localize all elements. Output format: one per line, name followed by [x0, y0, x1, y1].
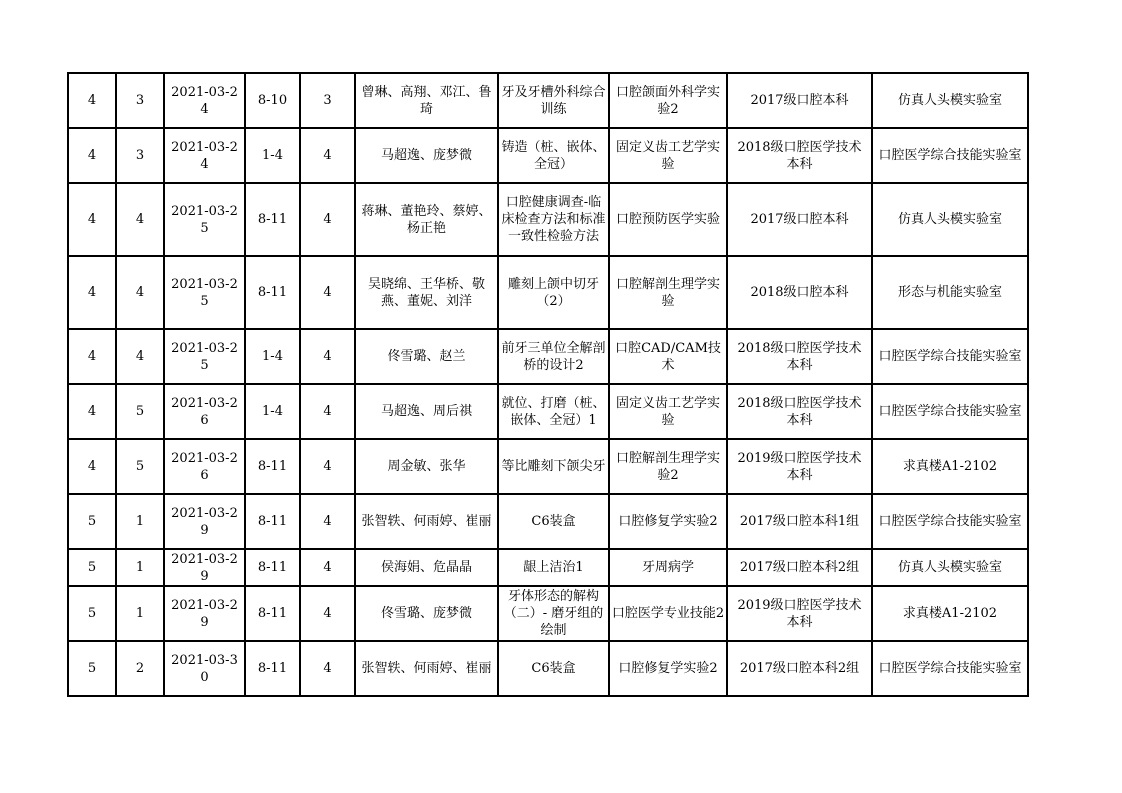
periods-cell: 8-11: [245, 439, 300, 494]
periods-cell: 8-11: [245, 641, 300, 696]
lab-room-cell: 求真楼A1-2102: [872, 586, 1028, 641]
experiment-name-cell: C6装盒: [498, 641, 609, 696]
weekday-cell: 3: [116, 73, 164, 128]
class-cell: 2017级口腔本科1组: [727, 494, 872, 549]
course-name-cell: 口腔解剖生理学实验2: [609, 439, 727, 494]
weekday-cell: 4: [116, 183, 164, 256]
date-cell: 2021-03-29: [164, 549, 245, 586]
lab-room-cell: 求真楼A1-2102: [872, 439, 1028, 494]
course-name-cell: 口腔预防医学实验: [609, 183, 727, 256]
weekday-cell: 1: [116, 549, 164, 586]
periods-cell: 1-4: [245, 384, 300, 439]
teachers-cell: 佟雪璐、赵兰: [355, 329, 498, 384]
table-row: [68, 183, 1028, 256]
class-cell: 2018级口腔本科: [727, 256, 872, 329]
periods-cell: 8-11: [245, 586, 300, 641]
date-cell: 2021-03-24: [164, 128, 245, 183]
weekday-cell: 1: [116, 586, 164, 641]
lab-room-cell: 口腔医学综合技能实验室: [872, 494, 1028, 549]
course-schedule-table: [67, 72, 1029, 697]
week-cell: 5: [68, 641, 116, 696]
course-name-cell: 牙周病学: [609, 549, 727, 586]
class-cell: 2019级口腔医学技术本科: [727, 586, 872, 641]
week-cell: 4: [68, 256, 116, 329]
hours-cell: 4: [300, 494, 355, 549]
week-cell: 4: [68, 128, 116, 183]
hours-cell: 4: [300, 256, 355, 329]
lab-room-cell: 口腔医学综合技能实验室: [872, 384, 1028, 439]
teachers-cell: 张智轶、何雨婷、崔丽: [355, 641, 498, 696]
experiment-name-cell: 牙及牙槽外科综合训练: [498, 73, 609, 128]
table-row: [68, 549, 1028, 586]
weekday-cell: 3: [116, 128, 164, 183]
periods-cell: 8-11: [245, 549, 300, 586]
week-cell: 4: [68, 73, 116, 128]
lab-room-cell: 仿真人头模实验室: [872, 73, 1028, 128]
experiment-name-cell: 雕刻上颌中切牙（2）: [498, 256, 609, 329]
date-cell: 2021-03-25: [164, 329, 245, 384]
weekday-cell: 5: [116, 439, 164, 494]
lab-room-cell: 形态与机能实验室: [872, 256, 1028, 329]
experiment-name-cell: 牙体形态的解构（二）- 磨牙组的绘制: [498, 586, 609, 641]
teachers-cell: 马超逸、周后祺: [355, 384, 498, 439]
week-cell: 5: [68, 549, 116, 586]
table-row: [68, 256, 1028, 329]
table-row: [68, 641, 1028, 696]
experiment-name-cell: 就位、打磨（桩、嵌体、全冠）1: [498, 384, 609, 439]
class-cell: 2018级口腔医学技术本科: [727, 128, 872, 183]
date-cell: 2021-03-29: [164, 586, 245, 641]
weekday-cell: 4: [116, 256, 164, 329]
periods-cell: 8-11: [245, 494, 300, 549]
course-name-cell: 固定义齿工艺学实验: [609, 384, 727, 439]
experiment-name-cell: C6装盒: [498, 494, 609, 549]
teachers-cell: 侯海娟、危晶晶: [355, 549, 498, 586]
weekday-cell: 2: [116, 641, 164, 696]
class-cell: 2017级口腔本科2组: [727, 549, 872, 586]
class-cell: 2017级口腔本科2组: [727, 641, 872, 696]
table-row: [68, 73, 1028, 128]
date-cell: 2021-03-26: [164, 439, 245, 494]
weekday-cell: 1: [116, 494, 164, 549]
periods-cell: 1-4: [245, 329, 300, 384]
table-row: [68, 128, 1028, 183]
lab-room-cell: 口腔医学综合技能实验室: [872, 329, 1028, 384]
teachers-cell: 马超逸、庞梦微: [355, 128, 498, 183]
experiment-name-cell: 前牙三单位全解剖桥的设计2: [498, 329, 609, 384]
course-name-cell: 口腔解剖生理学实验: [609, 256, 727, 329]
hours-cell: 4: [300, 183, 355, 256]
weekday-cell: 5: [116, 384, 164, 439]
hours-cell: 4: [300, 549, 355, 586]
class-cell: 2017级口腔本科: [727, 73, 872, 128]
hours-cell: 4: [300, 641, 355, 696]
hours-cell: 4: [300, 586, 355, 641]
class-cell: 2018级口腔医学技术本科: [727, 384, 872, 439]
class-cell: 2019级口腔医学技术本科: [727, 439, 872, 494]
course-name-cell: 口腔颌面外科学实验2: [609, 73, 727, 128]
date-cell: 2021-03-30: [164, 641, 245, 696]
week-cell: 4: [68, 183, 116, 256]
teachers-cell: 佟雪璐、庞梦微: [355, 586, 498, 641]
lab-room-cell: 口腔医学综合技能实验室: [872, 128, 1028, 183]
week-cell: 5: [68, 494, 116, 549]
week-cell: 4: [68, 329, 116, 384]
course-name-cell: 口腔修复学实验2: [609, 494, 727, 549]
periods-cell: 8-11: [245, 256, 300, 329]
course-name-cell: 口腔医学专业技能2: [609, 586, 727, 641]
date-cell: 2021-03-25: [164, 183, 245, 256]
date-cell: 2021-03-26: [164, 384, 245, 439]
course-name-cell: 固定义齿工艺学实验: [609, 128, 727, 183]
experiment-name-cell: 等比雕刻下颌尖牙: [498, 439, 609, 494]
periods-cell: 1-4: [245, 128, 300, 183]
table-body: [68, 73, 1028, 696]
periods-cell: 8-11: [245, 183, 300, 256]
course-name-cell: 口腔CAD/CAM技术: [609, 329, 727, 384]
table-row: [68, 494, 1028, 549]
hours-cell: 3: [300, 73, 355, 128]
weekday-cell: 4: [116, 329, 164, 384]
lab-room-cell: 仿真人头模实验室: [872, 183, 1028, 256]
experiment-name-cell: 口腔健康调查-临床检查方法和标准一致性检验方法: [498, 183, 609, 256]
teachers-cell: 蒋琳、董艳玲、蔡婷、杨正艳: [355, 183, 498, 256]
teachers-cell: 张智轶、何雨婷、崔丽: [355, 494, 498, 549]
date-cell: 2021-03-24: [164, 73, 245, 128]
week-cell: 4: [68, 384, 116, 439]
hours-cell: 4: [300, 128, 355, 183]
teachers-cell: 吴晓绵、王华桥、敬燕、董妮、刘洋: [355, 256, 498, 329]
week-cell: 4: [68, 439, 116, 494]
teachers-cell: 曾琳、高翔、邓江、鲁琦: [355, 73, 498, 128]
table-row: [68, 384, 1028, 439]
table-row: [68, 329, 1028, 384]
periods-cell: 8-10: [245, 73, 300, 128]
lab-room-cell: 仿真人头模实验室: [872, 549, 1028, 586]
hours-cell: 4: [300, 439, 355, 494]
hours-cell: 4: [300, 329, 355, 384]
lab-room-cell: 口腔医学综合技能实验室: [872, 641, 1028, 696]
table-row: [68, 439, 1028, 494]
course-name-cell: 口腔修复学实验2: [609, 641, 727, 696]
experiment-name-cell: 龈上洁治1: [498, 549, 609, 586]
date-cell: 2021-03-25: [164, 256, 245, 329]
table-row: [68, 586, 1028, 641]
week-cell: 5: [68, 586, 116, 641]
hours-cell: 4: [300, 384, 355, 439]
teachers-cell: 周金敏、张华: [355, 439, 498, 494]
date-cell: 2021-03-29: [164, 494, 245, 549]
class-cell: 2017级口腔本科: [727, 183, 872, 256]
class-cell: 2018级口腔医学技术本科: [727, 329, 872, 384]
experiment-name-cell: 铸造（桩、嵌体、全冠）: [498, 128, 609, 183]
